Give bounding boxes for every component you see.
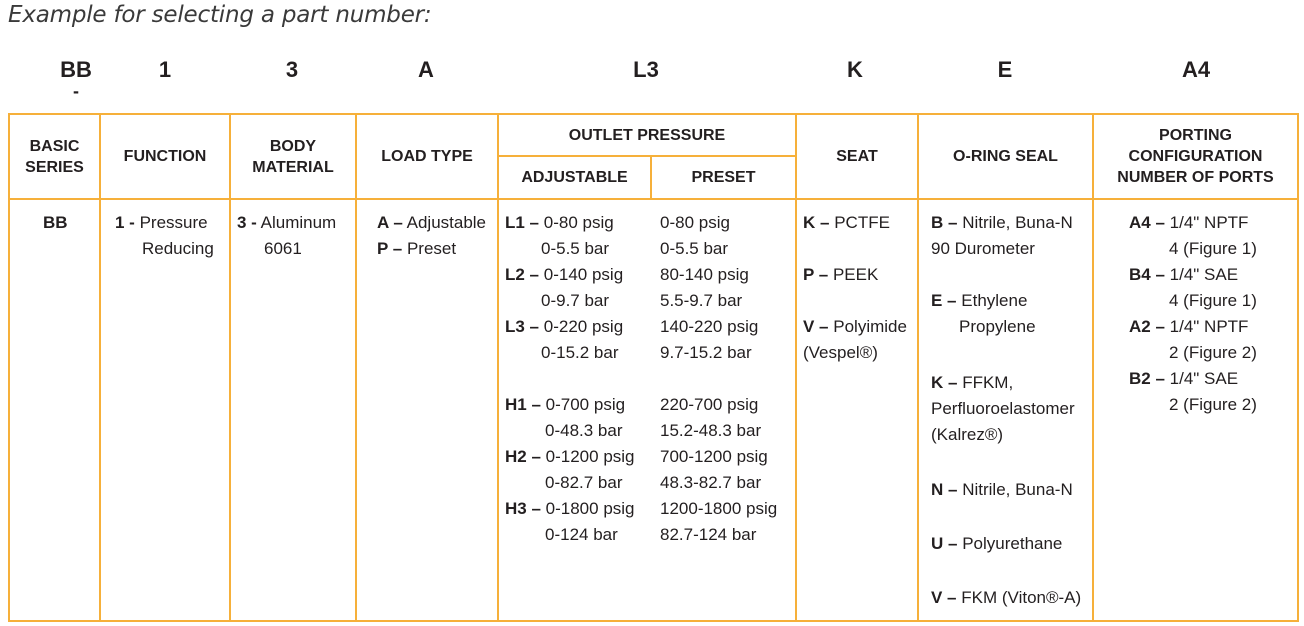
header-adjustable: ADJUSTABLE — [521, 169, 628, 186]
option-psig: 0-1800 psig — [545, 499, 635, 518]
adjustable-options — [505, 210, 635, 548]
option-label-line2: 2 (Figure 2) — [1169, 395, 1257, 414]
option-code: A4 – — [1129, 213, 1165, 232]
code-basic-series — [60, 57, 92, 99]
option-psig: 0-80 psig — [543, 213, 614, 232]
preset-options — [660, 210, 777, 548]
option-label-line2: Perfluoroelastomer — [931, 399, 1075, 418]
list-item — [803, 262, 907, 288]
code-seat: K — [847, 57, 863, 82]
seat-options — [803, 210, 907, 366]
list-item — [1129, 366, 1257, 392]
spacer — [803, 288, 907, 314]
option-label-line3: (Kalrez®) — [931, 425, 1004, 444]
option-label: PEEK — [832, 265, 879, 284]
option-bar: 9.7-15.2 bar — [660, 343, 752, 362]
option-code: V – — [803, 317, 829, 336]
header-oring-seal: O-RING SEAL — [953, 148, 1058, 165]
code-value: BB — [60, 57, 92, 82]
list-item — [803, 314, 907, 340]
body-material-option — [237, 210, 336, 262]
option-bar: 0-5.5 bar — [541, 239, 610, 258]
header-preset: PRESET — [691, 169, 756, 186]
spacer — [931, 448, 1081, 477]
option-code: N – — [931, 480, 958, 499]
option-code: V – — [931, 588, 957, 607]
list-item — [931, 370, 1081, 396]
porting-options — [1129, 210, 1257, 418]
header-function: FUNCTION — [123, 148, 207, 165]
option-label: 1/4" NPTF — [1169, 213, 1249, 232]
function-option — [115, 210, 214, 262]
load-type-options — [377, 210, 486, 262]
option-code: A – — [377, 213, 403, 232]
option-psig: 0-80 psig — [660, 213, 730, 232]
option-code: B2 – — [1129, 369, 1165, 388]
option-code: P – — [377, 239, 403, 258]
option-code: K – — [803, 213, 830, 232]
option-label-line2: 4 (Figure 1) — [1169, 291, 1257, 310]
list-item — [505, 262, 635, 288]
code-oring-seal: E — [997, 57, 1013, 82]
header-seat: SEAT — [836, 148, 878, 165]
option-code: 1 - — [115, 213, 135, 232]
header-outlet-pressure: OUTLET PRESSURE — [568, 126, 726, 144]
option-bar: 0-5.5 bar — [660, 239, 729, 258]
option-psig: 220-700 psig — [660, 395, 759, 414]
option-psig: 0-140 psig — [543, 265, 624, 284]
option-label-line2: 4 (Figure 1) — [1169, 239, 1257, 258]
list-item — [931, 531, 1081, 557]
list-item — [931, 585, 1081, 611]
option-label: FFKM, — [962, 373, 1014, 392]
list-item — [505, 210, 635, 236]
list-item — [931, 477, 1081, 503]
option-label: Preset — [406, 239, 457, 258]
option-bar: 0-48.3 bar — [545, 421, 623, 440]
header-porting: PORTING CONFIGURATION NUMBER OF PORTS — [1117, 127, 1274, 186]
option-label: Polyurethane — [962, 534, 1063, 553]
option-label: Pressure — [139, 213, 208, 232]
option-label: Nitrile, Buna-N — [962, 213, 1073, 232]
option-label: Adjustable — [406, 213, 487, 232]
option-bar: 0-9.7 bar — [541, 291, 610, 310]
option-bar: 0-82.7 bar — [545, 473, 623, 492]
option-code: L3 – — [505, 317, 540, 336]
code-body-material: 3 — [285, 57, 299, 82]
option-label-line2: Propylene — [959, 317, 1036, 336]
option-code: K – — [931, 373, 958, 392]
list-item — [505, 496, 635, 522]
option-bar: 48.3-82.7 bar — [660, 473, 762, 492]
list-item — [377, 210, 486, 236]
basic-series-value: BB — [43, 213, 68, 232]
option-label: Polyimide — [833, 317, 907, 336]
option-label: 1/4" SAE — [1169, 369, 1239, 388]
option-code: L2 – — [505, 265, 540, 284]
option-psig: 80-140 psig — [660, 265, 749, 284]
spacer — [803, 236, 907, 262]
option-psig: 1200-1800 psig — [660, 499, 778, 518]
option-code: 3 - — [237, 213, 257, 232]
option-label-line2: (Vespel®) — [803, 343, 878, 362]
option-code: L1 – — [505, 213, 540, 232]
option-code: U – — [931, 534, 958, 553]
list-item — [1129, 262, 1257, 288]
option-code: B4 – — [1129, 265, 1165, 284]
list-item — [505, 444, 635, 470]
spacer — [931, 557, 1081, 585]
option-psig: 0-700 psig — [545, 395, 626, 414]
option-psig: 700-1200 psig — [660, 447, 768, 466]
page-title: Example for selecting a part number: — [8, 2, 432, 28]
option-code: A2 – — [1129, 317, 1165, 336]
option-label: 1/4" NPTF — [1169, 317, 1249, 336]
option-label-line2: 90 Durometer — [931, 239, 1035, 258]
option-label: Aluminum — [260, 213, 337, 232]
list-item — [803, 210, 907, 236]
option-psig: 140-220 psig — [660, 317, 759, 336]
spacer — [660, 366, 777, 392]
code-load-type: A — [418, 57, 434, 82]
option-code: H3 – — [505, 499, 541, 518]
option-label: Nitrile, Buna-N — [962, 480, 1073, 499]
option-label-line2: 6061 — [264, 239, 302, 258]
option-bar: 15.2-48.3 bar — [660, 421, 762, 440]
list-item — [505, 314, 635, 340]
header-row-divider — [8, 198, 1299, 200]
list-item — [1129, 210, 1257, 236]
header-body-material: BODY MATERIAL — [252, 137, 334, 176]
spacer — [931, 340, 1081, 370]
option-label: PCTFE — [834, 213, 890, 232]
code-porting: A4 — [1181, 57, 1211, 82]
option-code: H2 – — [505, 447, 541, 466]
spacer — [505, 366, 635, 392]
list-item — [931, 210, 1081, 236]
header-load-type: LOAD TYPE — [381, 148, 473, 165]
option-label: FKM (Viton®-A) — [961, 588, 1082, 607]
spacer — [931, 503, 1081, 531]
option-label-line2: 2 (Figure 2) — [1169, 343, 1257, 362]
option-code: H1 – — [505, 395, 541, 414]
option-code: P – — [803, 265, 829, 284]
option-bar: 5.5-9.7 bar — [660, 291, 743, 310]
option-code: B – — [931, 213, 958, 232]
option-label: Ethylene — [961, 291, 1028, 310]
list-item — [1129, 314, 1257, 340]
option-psig: 0-220 psig — [543, 317, 624, 336]
spacer — [931, 262, 1081, 288]
option-code: E – — [931, 291, 957, 310]
list-item — [377, 236, 486, 262]
option-bar: 0-15.2 bar — [541, 343, 619, 362]
option-label-line2: Reducing — [142, 239, 214, 258]
code-function: 1 — [158, 57, 172, 82]
option-psig: 0-1200 psig — [545, 447, 635, 466]
option-label: 1/4" SAE — [1169, 265, 1239, 284]
option-bar: 0-124 bar — [545, 525, 618, 544]
list-item — [505, 392, 635, 418]
code-outlet-pressure: L3 — [633, 57, 659, 82]
header-basic-series: BASIC SERIES — [25, 137, 84, 176]
code-dash: - — [73, 81, 79, 101]
option-bar: 82.7-124 bar — [660, 525, 757, 544]
list-item — [931, 288, 1081, 314]
oring-seal-options — [931, 210, 1081, 611]
